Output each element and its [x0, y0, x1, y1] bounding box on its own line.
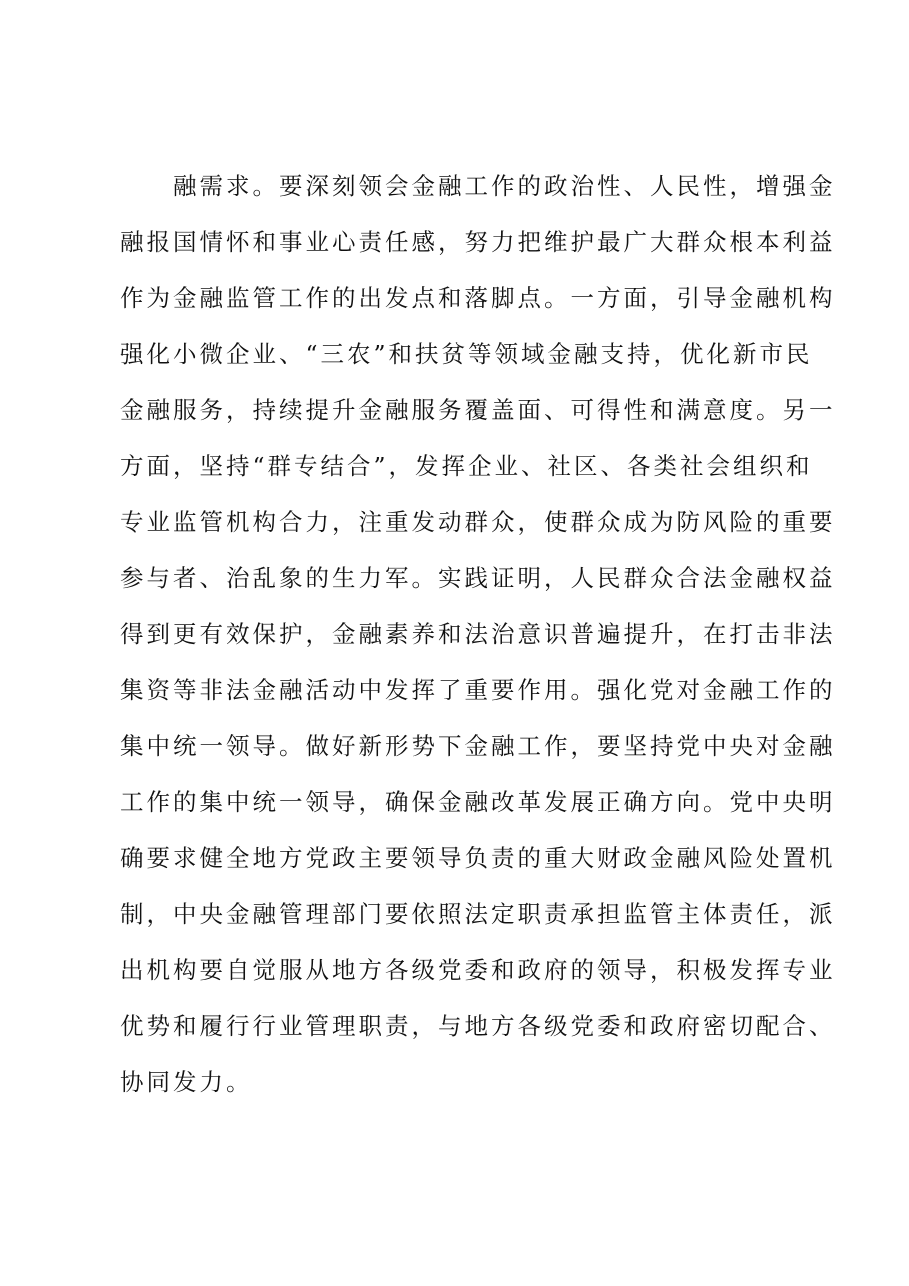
text-line: 优势和履行行业管理职责，与地方各级党委和政府密切配合、	[120, 1012, 836, 1040]
text-line: 强化小微企业、“三农”和扶贫等领域金融支持，优化新市民	[120, 340, 813, 368]
text-line: 方面，坚持“群专结合”，发挥企业、社区、各类社会组织和	[120, 452, 813, 480]
text-line: 参与者、治乱象的生力军。实践证明，人民群众合法金融权益	[120, 564, 836, 592]
text-line: 作为金融监管工作的出发点和落脚点。一方面，引导金融机构	[120, 284, 836, 312]
body-text	[120, 158, 836, 1110]
text-line: 确要求健全地方党政主要领导负责的重大财政金融风险处置机	[120, 844, 836, 872]
text-line: 融报国情怀和事业心责任感，努力把维护最广大群众根本利益	[120, 228, 836, 256]
text-line: 工作的集中统一领导，确保金融改革发展正确方向。党中央明	[120, 788, 836, 816]
text-line: 集资等非法金融活动中发挥了重要作用。强化党对金融工作的	[120, 676, 836, 704]
text-line: 金融服务，持续提升金融服务覆盖面、可得性和满意度。另一	[120, 396, 836, 424]
text-line: 制，中央金融管理部门要依照法定职责承担监管主体责任，派	[120, 900, 836, 928]
text-line: 得到更有效保护，金融素养和法治意识普遍提升，在打击非法	[120, 620, 836, 648]
text-line: 专业监管机构合力，注重发动群众，使群众成为防风险的重要	[120, 508, 836, 536]
text-line: 出机构要自觉服从地方各级党委和政府的领导，积极发挥专业	[120, 956, 836, 984]
text-line: 集中统一领导。做好新形势下金融工作，要坚持党中央对金融	[120, 732, 836, 760]
text-line: 协同发力。	[120, 1068, 253, 1096]
text-line: 融需求。要深刻领会金融工作的政治性、人民性，增强金	[173, 172, 836, 200]
